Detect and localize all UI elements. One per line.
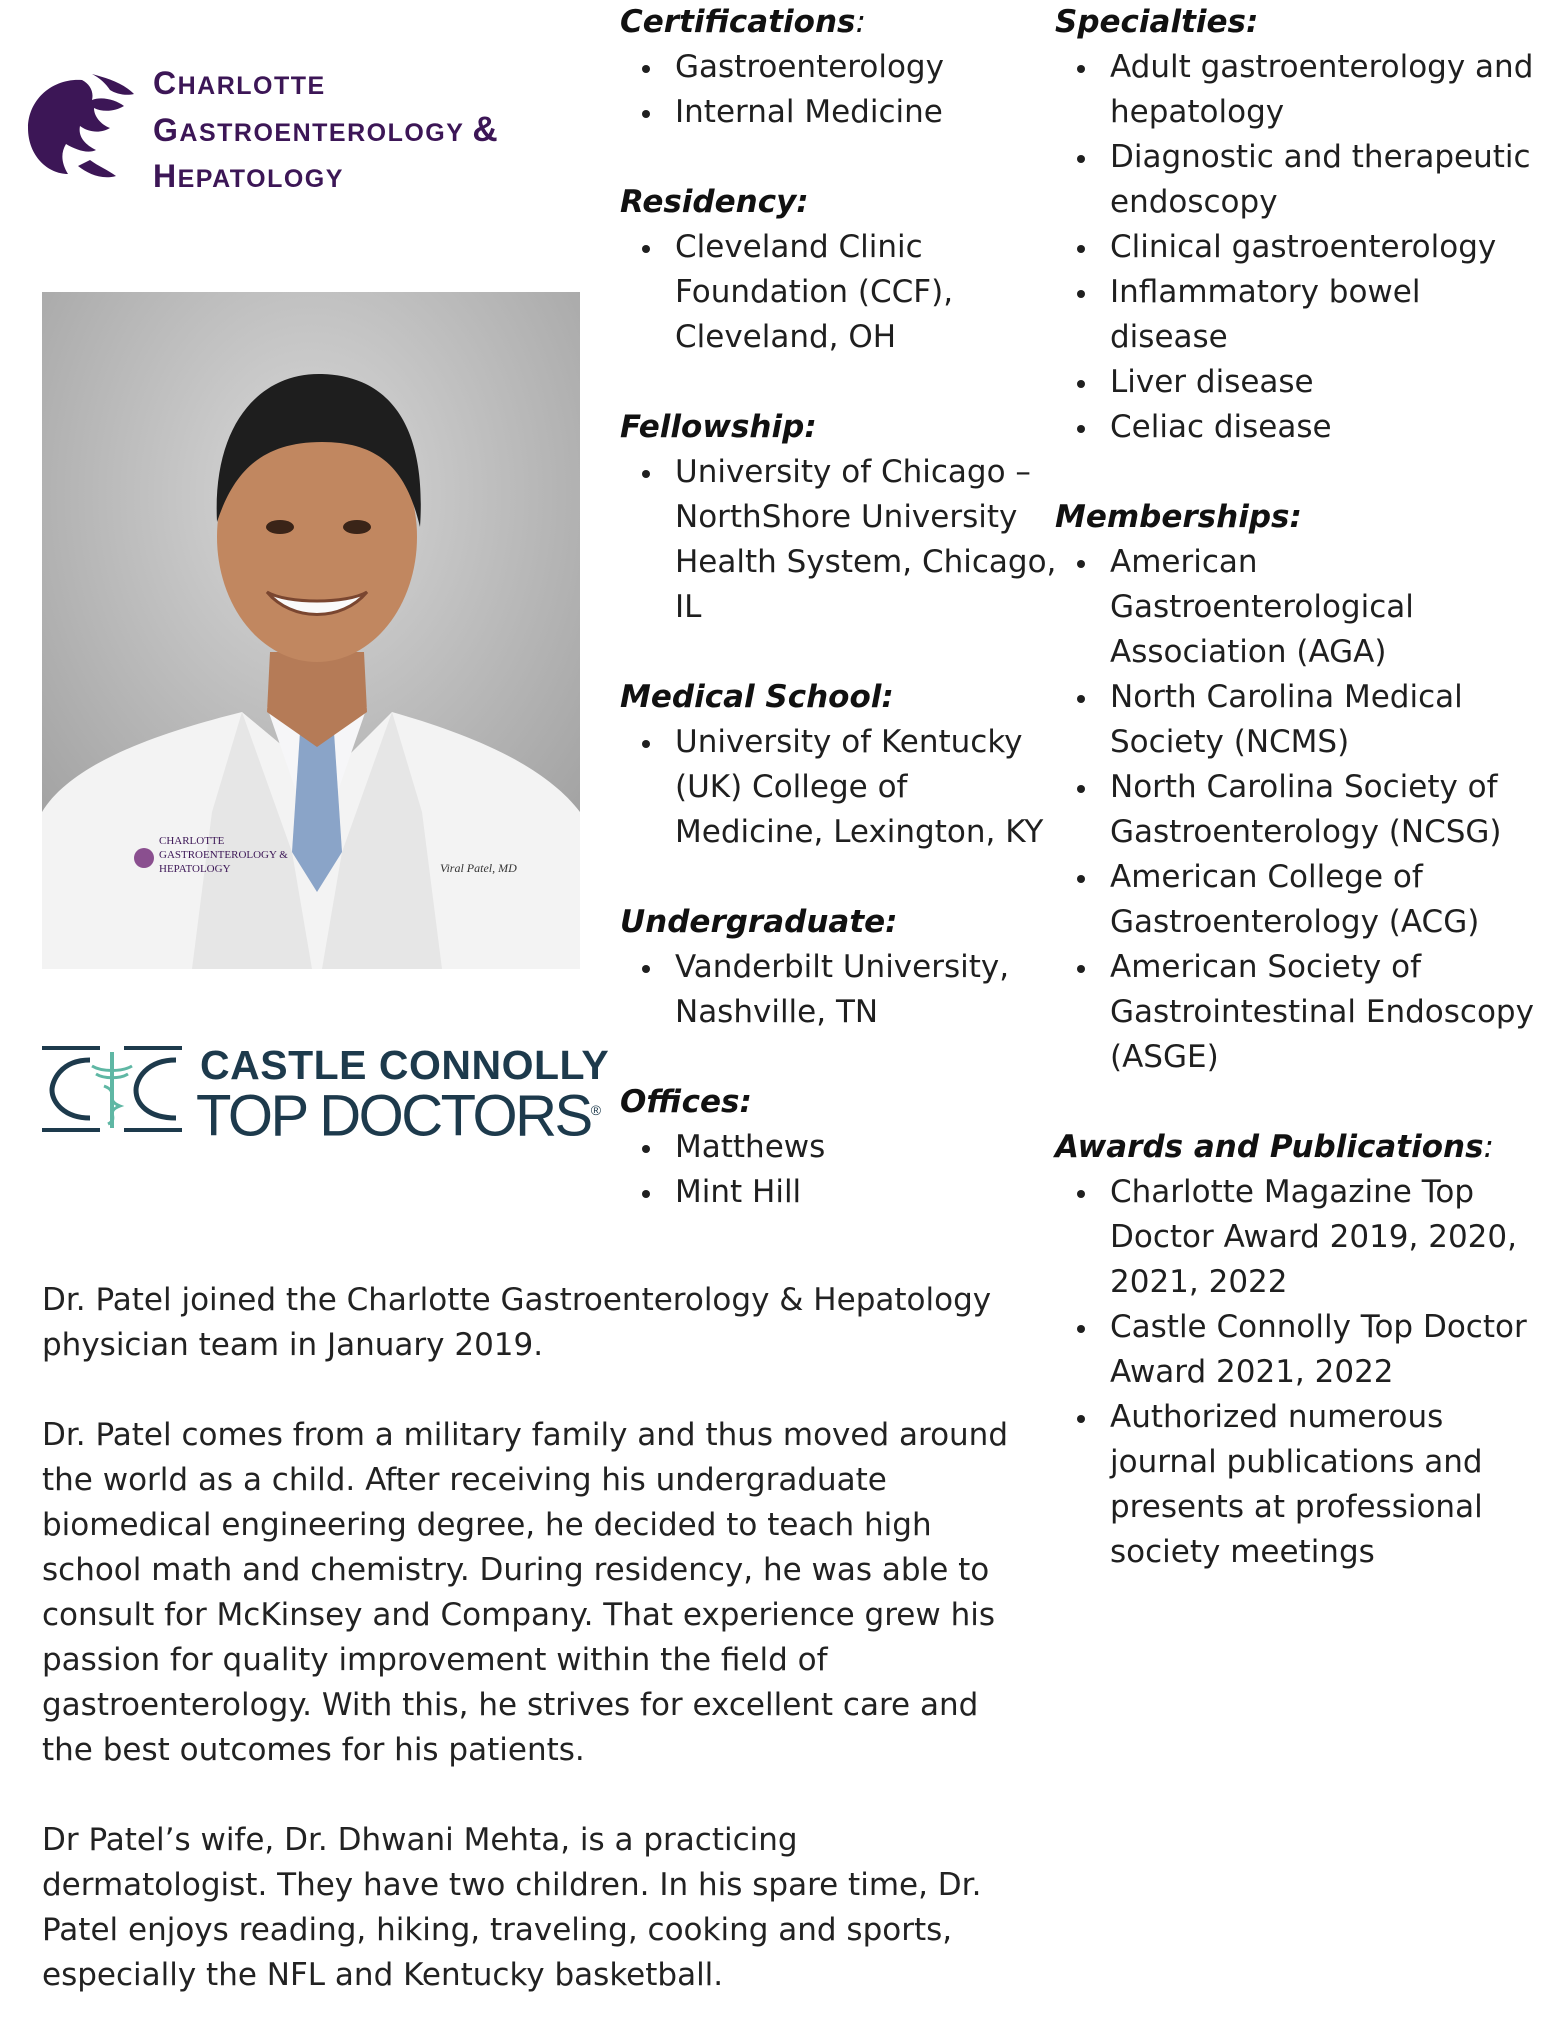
practice-logo-icon <box>22 70 140 184</box>
certifications-heading: Certifications: <box>620 4 866 40</box>
list-item: Internal Medicine <box>620 90 1060 135</box>
list-item: Mint Hill <box>620 1170 1060 1215</box>
list-item: Cleveland Clinic Foundation (CCF), Cleveland, OH <box>620 225 1060 360</box>
list-item: American College of Gastroenterology (ACG) <box>1055 855 1545 945</box>
bio-paragraph: Dr Patel’s wife, Dr. Dhwani Mehta, is a practicing dermatologist. They have two children. In his spare time, Dr. Patel enjoys reading, hiking, traveling, cooking and sports, especially the NFL and Kentucky basketball. <box>42 1822 982 1993</box>
coat-name-embroidery: Viral Patel, MD <box>440 861 517 875</box>
medical-school-list <box>620 720 1060 855</box>
caduceus-icon <box>42 1046 182 1132</box>
doctor-portrait-illustration <box>42 292 580 969</box>
offices-heading: Offices: <box>620 1084 752 1120</box>
medical-school-heading: Medical School: <box>620 679 894 715</box>
fellowship-heading: Fellowship: <box>620 409 817 445</box>
practice-logo <box>22 62 542 192</box>
doctor-photo <box>42 292 580 969</box>
undergraduate-list <box>620 945 1060 1035</box>
castle-connolly-logo <box>42 1042 610 1149</box>
coat-logo-line: GASTROENTEROLOGY & <box>159 849 288 861</box>
certifications-list <box>620 45 1060 135</box>
credentials-column <box>620 0 1060 1215</box>
list-item: Celiac disease <box>1055 405 1545 450</box>
doctor-bio <box>42 1278 1022 2043</box>
awards-heading: Awards and Publications: <box>1055 1129 1494 1165</box>
list-item: Inflammatory bowel disease <box>1055 270 1545 360</box>
list-item: American Gastroenterological Association (AGA) <box>1055 540 1545 675</box>
list-item: North Carolina Medical Society (NCMS) <box>1055 675 1545 765</box>
specialties-heading: Specialties: <box>1055 4 1259 40</box>
memberships-list <box>1055 540 1545 1080</box>
top-doctors-title: TOP DOCTORS® <box>196 1083 602 1149</box>
specialties-column <box>1055 0 1545 1575</box>
list-item: University of Chicago – NorthShore University Health System, Chicago, IL <box>620 450 1060 630</box>
memberships-heading: Memberships: <box>1055 499 1302 535</box>
list-item: Clinical gastroenterology <box>1055 225 1545 270</box>
list-item: Adult gastroenterology and hepatology <box>1055 45 1545 135</box>
bio-paragraph: Dr. Patel joined the Charlotte Gastroenterology & Hepatology physician team in January 2019. <box>42 1282 992 1363</box>
bio-paragraph: Dr. Patel comes from a military family and thus moved around the world as a child. After receiving his undergraduate biomedical engineering degree, he decided to teach high school math and chemistry. During residency, he was able to consult for McKinsey and Company. That experience grew his passion for quality improvement within the field of gastroenterology. With this, he strives for excellent care and the best outcomes for his patients. <box>42 1417 1009 1768</box>
list-item: American Society of Gastrointestinal Endoscopy (ASGE) <box>1055 945 1545 1080</box>
residency-heading: Residency: <box>620 184 809 220</box>
list-item: Vanderbilt University, Nashville, TN <box>620 945 1060 1035</box>
list-item: Liver disease <box>1055 360 1545 405</box>
list-item: North Carolina Society of Gastroenterology (NCSG) <box>1055 765 1545 855</box>
coat-logo-line: HEPATOLOGY <box>159 863 231 875</box>
list-item: Diagnostic and therapeutic endoscopy <box>1055 135 1545 225</box>
undergraduate-heading: Undergraduate: <box>620 904 898 940</box>
residency-list <box>620 225 1060 360</box>
list-item: Castle Connolly Top Doctor Award 2021, 2022 <box>1055 1305 1545 1395</box>
offices-list <box>620 1125 1060 1215</box>
list-item: Gastroenterology <box>620 45 1060 90</box>
list-item: University of Kentucky (UK) College of Medicine, Lexington, KY <box>620 720 1060 855</box>
fellowship-list <box>620 450 1060 630</box>
list-item: Charlotte Magazine Top Doctor Award 2019, 2020, 2021, 2022 <box>1055 1170 1545 1305</box>
specialties-list <box>1055 45 1545 450</box>
practice-name: CHARLOTTE GASTROENTEROLOGY & HEPATOLOGY <box>153 65 500 194</box>
list-item: Authorized numerous journal publications and presents at professional society meetings <box>1055 1395 1545 1575</box>
awards-list <box>1055 1170 1545 1575</box>
coat-logo-line: CHARLOTTE <box>159 835 225 847</box>
list-item: Matthews <box>620 1125 1060 1170</box>
castle-connolly-title: CASTLE CONNOLLY <box>200 1042 610 1088</box>
